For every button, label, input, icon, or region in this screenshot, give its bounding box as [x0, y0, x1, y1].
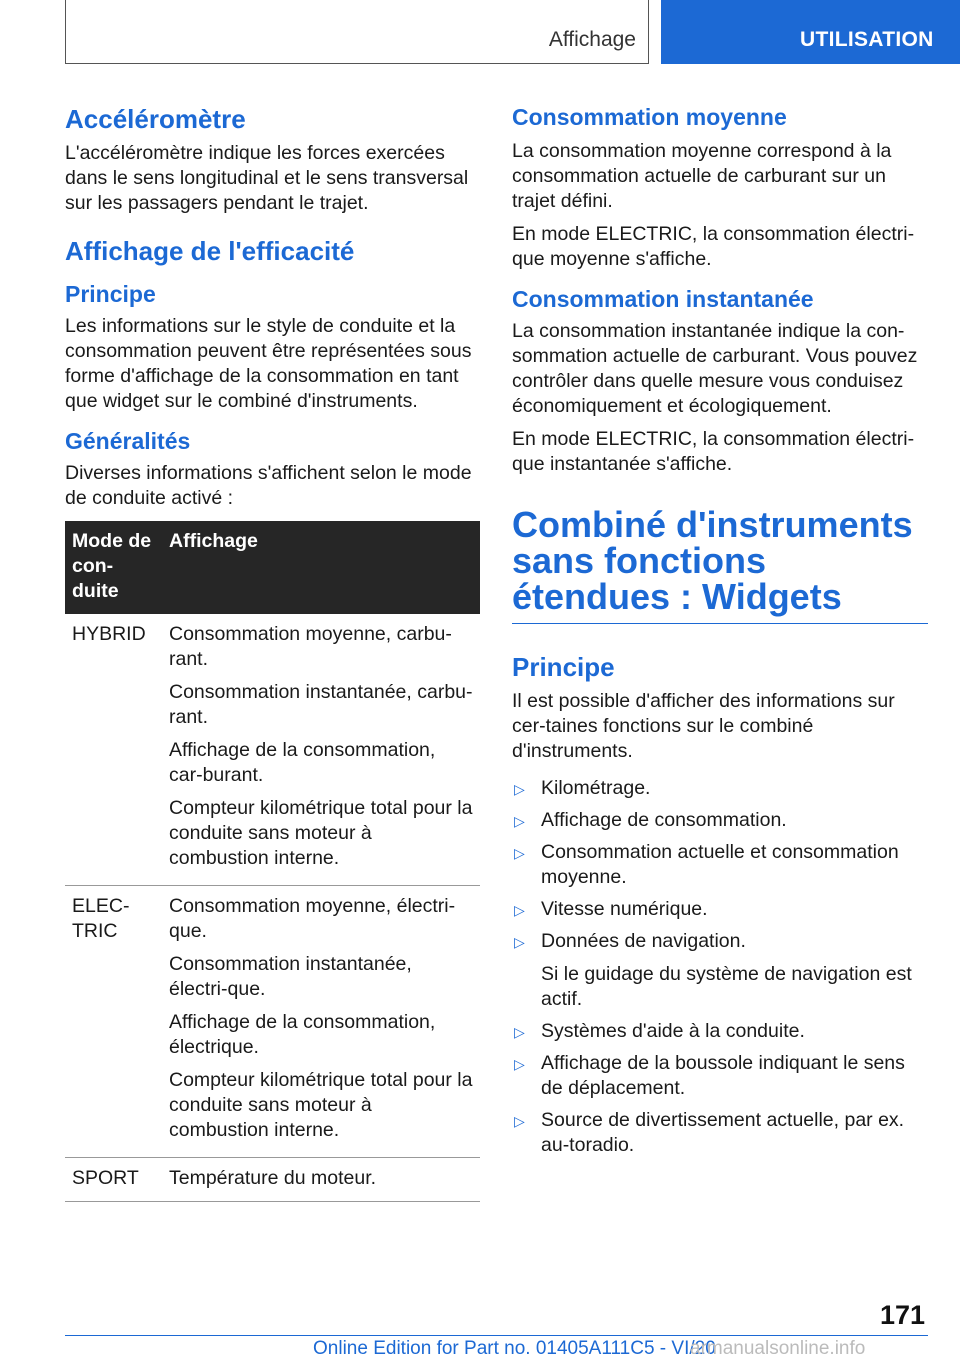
display-item: Température du moteur. — [169, 1167, 377, 1189]
instant-consumption-electric-text: En mode ELECTRIC, la consommation électri-que instantanée s'affiche. — [512, 428, 915, 475]
triangle-bullet-icon: ▷ — [514, 813, 525, 829]
table-row — [65, 886, 480, 1158]
table-cell-display — [162, 614, 480, 886]
triangle-bullet-icon: ▷ — [514, 934, 525, 950]
principle-text: Les informations sur le style de conduite et la consommation peuvent être représentées sous forme d'affichage de la consommation en tant que widget sur le combiné d'instruments. — [65, 315, 472, 412]
accelerometer-heading: Accéléromètre — [65, 104, 246, 134]
table-cell-display — [162, 1158, 480, 1202]
table-cell-display — [162, 886, 480, 1158]
left-column — [65, 100, 480, 1202]
widgets-chapter-heading: Combiné d'instruments sans fonctions étendues : Widgets — [512, 507, 928, 624]
list-item: ▷ Source de divertissement actuelle, par ex. au-toradio. — [514, 1109, 905, 1156]
general-text: Diverses informations s'affichent selon le mode de conduite activé : — [65, 462, 472, 509]
average-consumption-electric-text: En mode ELECTRIC, la consommation électri-que moyenne s'affiche. — [512, 223, 915, 270]
navigation-note: Si le guidage du système de navigation est actif. — [541, 963, 912, 1010]
footer-edition: Online Edition for Part no. 01405A111C5 - VI/20 — [313, 1338, 716, 1359]
accelerometer-text: L'accéléromètre indique les forces exercées dans le sens longitudinal et le sens transversal sur les passagers pendant le trajet. — [65, 142, 469, 214]
display-item: Compteur kilométrique total pour la conduite sans moteur à combustion interne. — [169, 797, 473, 869]
widgets-principle-text: Il est possible d'afficher des informations sur cer-taines fonctions sur le combiné d'instruments. — [512, 690, 895, 762]
triangle-bullet-icon: ▷ — [514, 1056, 525, 1072]
display-item: Consommation moyenne, électri-que. — [169, 895, 456, 942]
display-item: Affichage de la consommation, car-burant. — [169, 739, 436, 786]
display-item: Consommation moyenne, carbu-rant. — [169, 623, 452, 670]
list-item: ▷ Vitesse numérique. — [512, 897, 928, 922]
widget-list — [512, 776, 928, 1158]
triangle-bullet-icon: ▷ — [514, 902, 525, 918]
triangle-bullet-icon: ▷ — [514, 781, 525, 797]
list-item: ▷ Affichage de la boussole indiquant le sens de déplacement. — [514, 1052, 905, 1099]
display-item: Affichage de la consommation, électrique. — [169, 1011, 436, 1058]
principle-heading: Principe — [65, 281, 156, 307]
table-cell-mode: ELEC-TRIC — [65, 886, 162, 1158]
table-header-mode: Mode de con-duite — [65, 521, 162, 614]
driving-mode-table — [65, 521, 480, 1202]
display-item: Consommation instantanée, carbu-rant. — [169, 681, 473, 728]
right-column — [512, 100, 928, 1165]
table-header-display: Affichage — [162, 521, 480, 614]
table-cell-mode: SPORT — [65, 1158, 162, 1202]
instant-consumption-text: La consommation instantanée indique la con-sommation actuelle de carburant. Vous pouvez contrôler dans quelle mesure vous conduisez économiquement et écologiquement. — [512, 320, 918, 417]
footer-divider — [65, 1335, 928, 1336]
list-item: ▷ Données de navigation. Si le guidage du système de navigation est actif. — [512, 929, 928, 1012]
table-cell-mode: HYBRID — [65, 614, 162, 886]
footer-watermark: armanualsonline.info — [690, 1338, 866, 1359]
triangle-bullet-icon: ▷ — [514, 845, 525, 861]
header-frame — [65, 0, 649, 64]
average-consumption-heading: Consommation moyenne — [512, 104, 787, 130]
header-chapter-tab: UTILISATION — [661, 0, 960, 64]
table-header-row — [65, 521, 480, 614]
list-item: ▷ Systèmes d'aide à la conduite. — [512, 1019, 928, 1044]
table-row — [65, 614, 480, 886]
display-item: Compteur kilométrique total pour la conduite sans moteur à combustion interne. — [169, 1069, 473, 1141]
triangle-bullet-icon: ▷ — [514, 1024, 525, 1040]
list-item: ▷ Consommation actuelle et consommation moyenne. — [514, 841, 899, 888]
general-heading: Généralités — [65, 428, 191, 454]
efficiency-heading: Affichage de l'efficacité — [65, 236, 355, 266]
display-item: Consommation instantanée, électri-que. — [169, 953, 412, 1000]
list-item: ▷ Affichage de consommation. — [512, 808, 928, 833]
page-number: 171 — [879, 1300, 925, 1330]
header-section-title: Affichage — [548, 28, 636, 51]
table-row — [65, 1158, 480, 1202]
list-item: ▷ Kilométrage. — [512, 776, 928, 801]
instant-consumption-heading: Consommation instantanée — [512, 286, 814, 312]
triangle-bullet-icon: ▷ — [514, 1113, 525, 1129]
average-consumption-text: La consommation moyenne correspond à la consommation actuelle de carburant sur un trajet défini. — [512, 140, 892, 212]
widgets-principle-heading: Principe — [512, 652, 615, 682]
